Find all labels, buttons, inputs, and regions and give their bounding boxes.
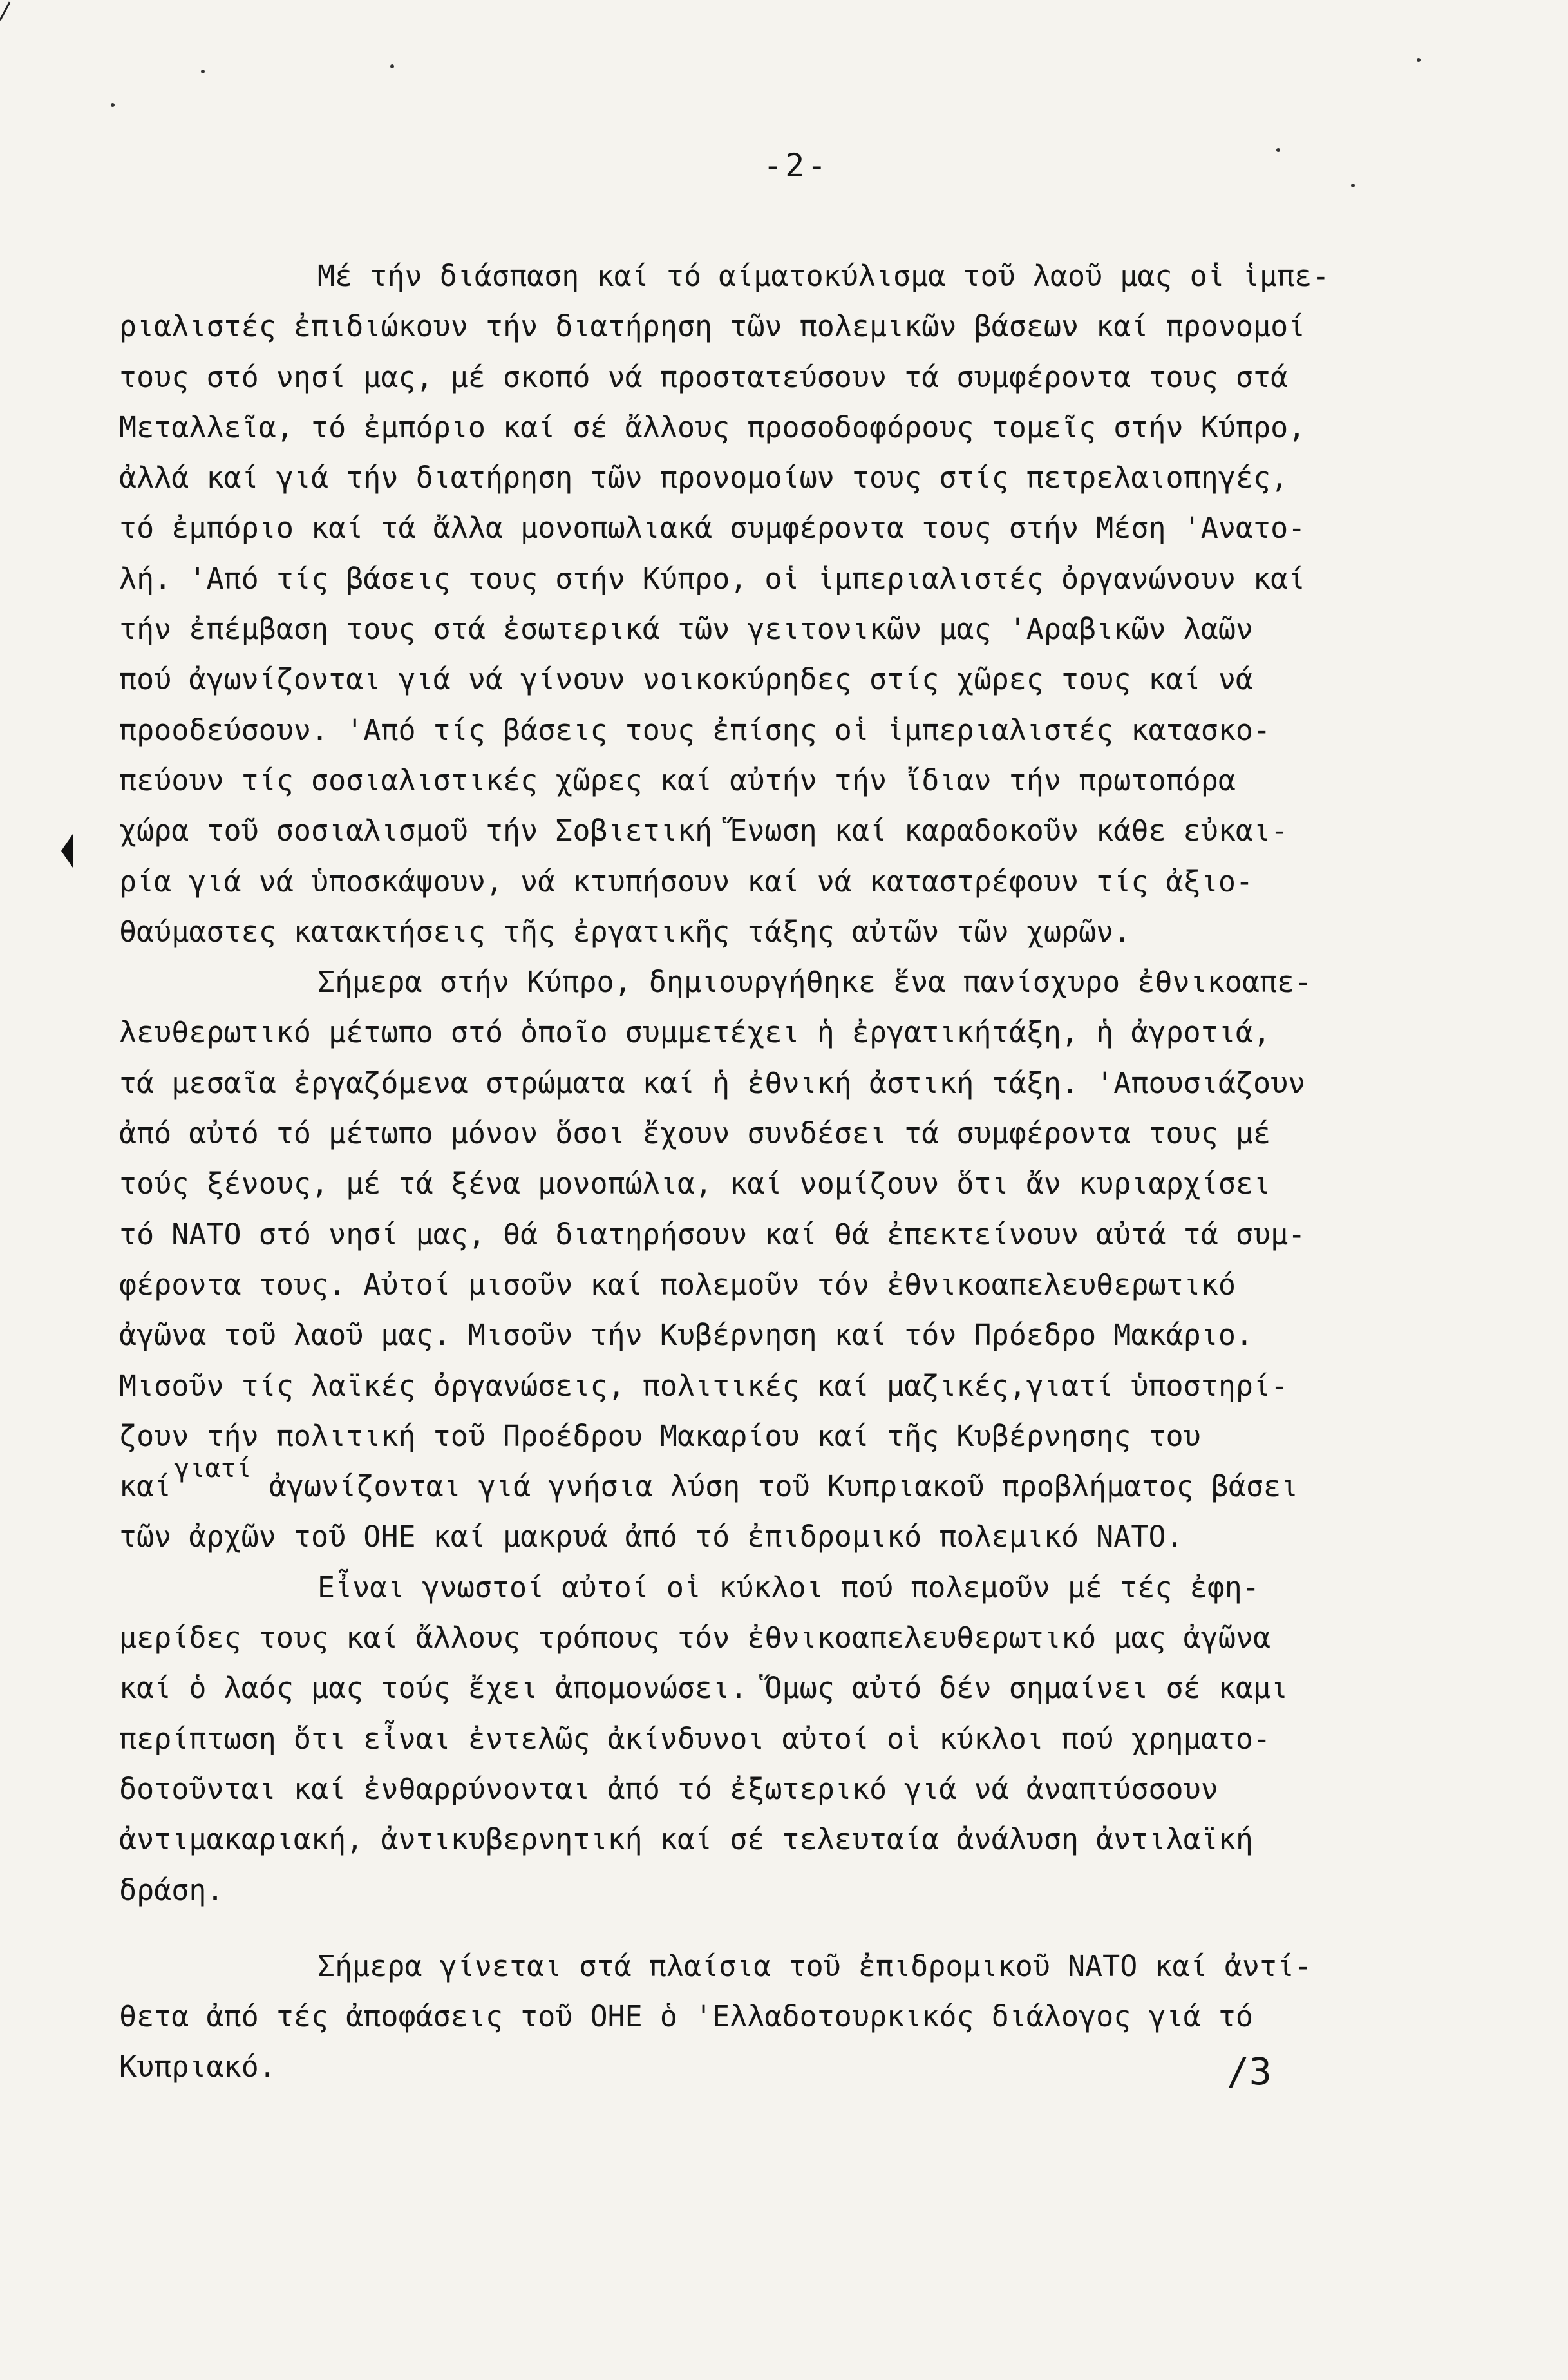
text-line: Μισοῦν τίς λαϊκές ὀργανώσεις, πολιτικές καί μαζικές,γιατί ὑποστηρί-	[119, 1368, 1289, 1403]
text-line: θαύμαστες κατακτήσεις τῆς ἐργατικῆς τάξης αὐτῶν τῶν χωρῶν.	[119, 914, 1131, 949]
text-line: τῶν ἀρχῶν τοῦ ΟΗΕ καί μακρυά ἀπό τό ἐπιδρομικό πολεμικό ΝΑΤΟ.	[119, 1519, 1184, 1554]
text-line: τους στό νησί μας, μέ σκοπό νά προστατεύσουν τά συμφέροντα τους στά	[119, 359, 1289, 394]
scan-speck	[1417, 58, 1421, 62]
scan-speck	[111, 103, 115, 107]
next-page-marker: /3	[1227, 2050, 1272, 2093]
scan-speck	[390, 64, 394, 68]
text-line: ἀπό αὐτό τό μέτωπο μόνον ὅσοι ἔχουν συνδέσει τά συμφέροντα τους μέ	[119, 1116, 1271, 1151]
text-line: πού ἀγωνίζονται γιά νά γίνουν νοικοκύρηδες στίς χῶρες τους καί νά	[119, 662, 1253, 697]
handwritten-insertion: γιατί	[174, 1454, 252, 1484]
text-line: τά μεσαῖα ἐργαζόμενα στρώματα καί ἡ ἐθνική ἀστική τάξη. 'Απουσιάζουν	[119, 1065, 1306, 1100]
text-line: Εἶναι γνωστοί αὐτοί οἱ κύκλοι πού πολεμοῦν μέ τές ἐφη-	[317, 1570, 1260, 1604]
text-line: Σήμερα στήν Κύπρο, δημιουργήθηκε ἕνα πανίσχυρο ἐθνικοαπε-	[317, 965, 1312, 1000]
text-line: δράση.	[119, 1872, 224, 1907]
text-line: χώρα τοῦ σοσιαλισμοῦ τήν Σοβιετική Ἕνωση καί καραδοκοῦν κάθε εὐκαι-	[119, 814, 1289, 848]
line-start: καί	[119, 1469, 172, 1504]
text-line: λευθερωτικό μέτωπο στό ὁποῖο συμμετέχει ἡ ἐργατικήτάξη, ἡ ἀγροτιά,	[119, 1015, 1271, 1050]
margin-arrow-icon	[61, 834, 73, 868]
text-line: Μεταλλεῖα, τό ἐμπόριο καί σέ ἄλλους προσοδοφόρους τομεῖς στήν Κύπρο,	[119, 410, 1306, 444]
text-line: μερίδες τους καί ἄλλους τρόπους τόν ἐθνικοαπελευθερωτικό μας ἀγῶνα	[119, 1621, 1271, 1655]
text-line: Μέ τήν διάσπαση καί τό αίματοκύλισμα τοῦ λαοῦ μας οἱ ἱμπε-	[317, 259, 1330, 293]
text-line: ἀγῶνα τοῦ λαοῦ μας. Μισοῦν τήν Κυβέρνηση καί τόν Πρόεδρο Μακάριο.	[119, 1318, 1253, 1353]
text-line: ἀντιμακαριακή, ἀντικυβερνητική καί σέ τελευταία ἀνάλυση ἀντιλαϊκή	[119, 1822, 1253, 1857]
text-line: τούς ξένους, μέ τά ξένα μονοπώλια, καί νομίζουν ὅτι ἄν κυριαρχίσει	[119, 1166, 1271, 1201]
corner-scan-mark	[0, 2, 10, 21]
text-line: Σήμερα γίνεται στά πλαίσια τοῦ ἐπιδρομικοῦ ΝΑΤΟ καί ἀντί-	[317, 1948, 1312, 1983]
paragraph-2	[119, 957, 1478, 1563]
text-line-with-insertion	[119, 1454, 1478, 1512]
text-line: λή. 'Από τίς βάσεις τους στήν Κύπρο, οἱ ἱμπεριαλιστές ὀργανώνουν καί	[119, 561, 1306, 596]
text-line: πεύουν τίς σοσιαλιστικές χῶρες καί αὐτήν τήν ἴδιαν τήν πρωτοπόρα	[119, 763, 1236, 797]
line-rest: ἀγωνίζονται γιά γνήσια λύση τοῦ Κυπριακοῦ προβλήματος βάσει	[269, 1469, 1299, 1504]
paragraph-spacer	[119, 1916, 1478, 1941]
text-line: προοδεύσουν. 'Από τίς βάσεις τους ἐπίσης οἱ ἱμπεριαλιστές κατασκο-	[119, 712, 1271, 747]
text-line: φέροντα τους. Αὐτοί μισοῦν καί πολεμοῦν τόν ἐθνικοαπελευθερωτικό	[119, 1267, 1236, 1302]
scan-speck	[201, 70, 205, 73]
scan-speck	[1351, 184, 1355, 187]
text-line: δοτοῦνται καί ἐνθαρρύνονται ἀπό τό ἐξωτερικό γιά νά ἀναπτύσσουν	[119, 1771, 1218, 1806]
text-line: ρία γιά νά ὑποσκάψουν, νά κτυπήσουν καί νά καταστρέφουν τίς ἀξιο-	[119, 864, 1253, 899]
paragraph-4	[119, 1941, 1478, 2093]
text-line: τό ἐμπόριο καί τά ἄλλα μονοπωλιακά συμφέροντα τους στήν Μέση 'Ανατο-	[119, 511, 1306, 546]
text-line: καί ὁ λαός μας τούς ἔχει ἀπομονώσει. Ὅμως αὐτό δέν σημαίνει σέ καμι	[119, 1671, 1289, 1706]
paragraph-3	[119, 1563, 1478, 1916]
page-number: -2-	[763, 147, 829, 184]
text-line: περίπτωση ὅτι εἶναι ἐντελῶς ἀκίνδυνοι αὐτοί οἱ κύκλοι πού χρηματο-	[119, 1721, 1271, 1756]
text-line: τό ΝΑΤΟ στό νησί μας, θά διατηρήσουν καί θά ἐπεκτείνουν αὐτά τά συμ-	[119, 1217, 1306, 1252]
text-line: τήν ἐπέμβαση τους στά ἐσωτερικά τῶν γειτονικῶν μας 'Αραβικῶν λαῶν	[119, 612, 1253, 647]
text-line: ἀλλά καί γιά τήν διατήρηση τῶν προνομοίων τους στίς πετρελαιοπηγές,	[119, 461, 1289, 495]
document-body	[119, 251, 1478, 2093]
scan-speck	[1276, 148, 1280, 152]
paragraph-1	[119, 251, 1478, 957]
text-line: ριαλιστές ἐπιδιώκουν τήν διατήρηση τῶν πολεμικῶν βάσεων καί προνομοί	[119, 309, 1306, 344]
text-line: ζουν τήν πολιτική τοῦ Προέδρου Μακαρίου καί τῆς Κυβέρνησης του	[119, 1418, 1201, 1453]
text-line: θετα ἀπό τές ἀποφάσεις τοῦ ΟΗΕ ὁ 'Ελλαδοτουρκικός διάλογος γιά τό	[119, 1999, 1253, 2034]
text-line: Κυπριακό.	[119, 2050, 276, 2084]
